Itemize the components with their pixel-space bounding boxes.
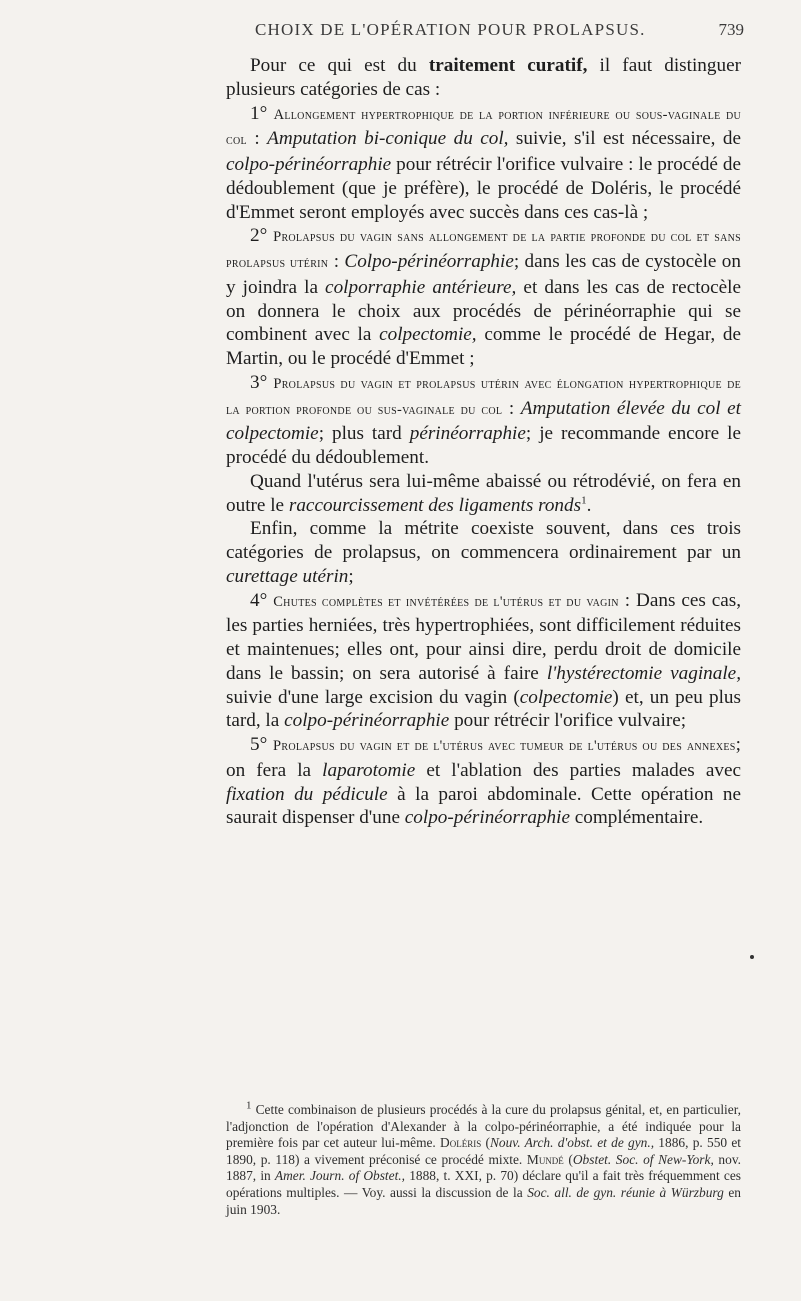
- text: pour rétrécir l'orifice vulvaire;: [449, 710, 687, 732]
- text: comme le procédé de Hegar, de Martin, ou le procédé d'Emmet ;: [226, 324, 742, 369]
- paragraph-enfin: [226, 517, 741, 588]
- text: ; on fera la: [226, 734, 742, 781]
- text: :: [246, 128, 268, 150]
- text: Pour ce qui est du: [250, 55, 429, 76]
- italic-term: fixation du pédicule: [226, 783, 388, 805]
- italic-term: l'hystérectomie vaginale,: [546, 662, 741, 684]
- text: ; je recommande encore le procédé du dédoublement.: [226, 423, 741, 468]
- list-item-4: [226, 589, 741, 734]
- item-number: 4°: [250, 589, 268, 611]
- item-number: 2°: [250, 225, 268, 247]
- running-title: CHOIX DE L'OPÉRATION POUR PROLAPSUS.: [255, 20, 646, 39]
- italic-term: colpo-périnéorraphie: [404, 807, 570, 829]
- text: :: [328, 251, 345, 272]
- text: .: [586, 494, 592, 516]
- item-number: 1°: [250, 102, 268, 124]
- list-item-2: [226, 224, 741, 371]
- italic-term: Amputation bi-conique du col,: [267, 128, 509, 150]
- item-heading: Allongement hypertrophique de la portion inférieure ou sous-vaginale du col: [226, 106, 742, 149]
- text: 1888, t. XXI, p. 70) déclare qu'il a fait très fréquemment ces opérations multiples. — Voy. aussi la discussion de la: [226, 1168, 741, 1200]
- italic-term: laparotomie: [322, 759, 416, 781]
- item-number: 5°: [250, 734, 268, 755]
- text: suivie, s'il est nécessaire, de: [508, 128, 741, 150]
- citation-title: Nouv. Arch. d'obst. et de gyn.,: [489, 1135, 655, 1151]
- text: et dans les cas de rectocèle on donnera le choix aux procédés de périnéorraphie qui se combinent avec la: [226, 276, 742, 346]
- item-heading: Prolapsus du vagin et prolapsus utérin avec élongation hypertrophique de la portion profonde ou sus-vaginale du col: [226, 375, 742, 418]
- text: ) et, un peu plus tard, la: [226, 686, 741, 732]
- item-heading: Chutes complètes et invétérées de l'utérus et du vagin: [273, 593, 619, 610]
- list-item-1: [226, 102, 741, 225]
- footnote-ref: 1: [581, 494, 587, 507]
- text: ; plus tard: [318, 423, 410, 445]
- paragraph-intro: [226, 54, 741, 102]
- text: il faut distinguer plusieurs catégories de cas :: [226, 55, 741, 100]
- text: (: [481, 1135, 490, 1151]
- text: ; dans les cas de cystocèle on y joindra la: [226, 251, 741, 298]
- text: suivie d'une large excision du vagin (: [226, 686, 520, 708]
- italic-term: curettage utérin: [226, 565, 349, 587]
- text: : Dans ces cas, les parties herniées, très hypertrophiées, sont difficilement réduites et maintenues; elles ont, pour ainsi dire, perdu droit de domicile dans le bassin; on sera autorisé à faire: [226, 589, 742, 684]
- text: et l'ablation des parties malades avec: [415, 759, 741, 781]
- italic-term: colpo-périnéorraphie: [284, 710, 450, 732]
- italic-term: périnéorraphie: [409, 423, 526, 445]
- footnote-1: [226, 1099, 741, 1218]
- italic-term: Colpo-périnéorraphie: [344, 251, 514, 272]
- citation-title: Soc. all. de gyn. réunie à Würzburg: [527, 1184, 724, 1200]
- bold-term: traitement curatif,: [428, 55, 588, 76]
- footnotes: [226, 1099, 741, 1218]
- text: en juin 1903.: [226, 1184, 741, 1217]
- author-name: Mundé: [526, 1151, 564, 1167]
- text: Quand l'utérus sera lui-même abaissé ou rétrodévié, on fera en outre le: [226, 470, 741, 516]
- text: (: [563, 1151, 573, 1167]
- italic-term: colpectomie: [519, 686, 613, 708]
- text: nov. 1887, in: [226, 1151, 741, 1184]
- citation-title: Amer. Journ. of Obstet.,: [274, 1168, 406, 1184]
- text: :: [502, 397, 521, 419]
- citation-title: Obstet. Soc. of New-York,: [572, 1151, 714, 1167]
- paragraph-quand: [226, 470, 741, 518]
- italic-term: colpectomie,: [379, 324, 477, 346]
- italic-term: colpo-périnéorraphie: [226, 154, 392, 175]
- italic-term: raccourcissement des ligaments ronds: [288, 494, 582, 516]
- italic-term: colporraphie antérieure,: [325, 276, 517, 298]
- text: à la paroi abdominale. Cette opération ne saurait dispenser d'une: [226, 783, 741, 829]
- item-heading: Prolapsus du vagin sans allongement de la partie profonde du col et sans prolapsus utérin: [226, 229, 741, 271]
- text: Cette combinaison de plusieurs procédés à la cure du prolapsus génital, et, en particulier, l'adjonction de l'opération d'Alexander à la colpo-périnéorraphie, a été indiquée pour la première fois par cet auteur lui-même.: [226, 1102, 741, 1151]
- footnote-number: 1: [246, 1099, 252, 1112]
- text: pour rétrécir l'orifice vulvaire : le procédé de dédoublement (que je préfère), le procédé de Doléris, le procédé d'Emmet seront employés avec succès dans ces cas-là ;: [226, 154, 741, 223]
- item-number: 3°: [250, 371, 268, 393]
- text: ;: [348, 565, 354, 587]
- author-name: Doléris: [440, 1135, 482, 1151]
- list-item-5: [226, 733, 741, 830]
- page-number: 739: [718, 20, 744, 39]
- text: 1886, p. 550 et 1890, p. 118) a vivement préconisé ce procédé mixte.: [226, 1135, 741, 1167]
- item-heading: Prolapsus du vagin et de l'utérus avec tumeur de l'utérus ou des annexes: [272, 738, 736, 754]
- text: complémentaire.: [569, 807, 704, 829]
- margin-mark: [750, 955, 754, 959]
- body-text: [226, 54, 741, 830]
- text: Enfin, comme la métrite coexiste souvent, dans ces trois catégories de prolapsus, on commencera ordinairement par un: [226, 518, 741, 563]
- italic-term: Amputation élevée du col et colpectomie: [226, 397, 741, 445]
- list-item-3: [226, 371, 741, 470]
